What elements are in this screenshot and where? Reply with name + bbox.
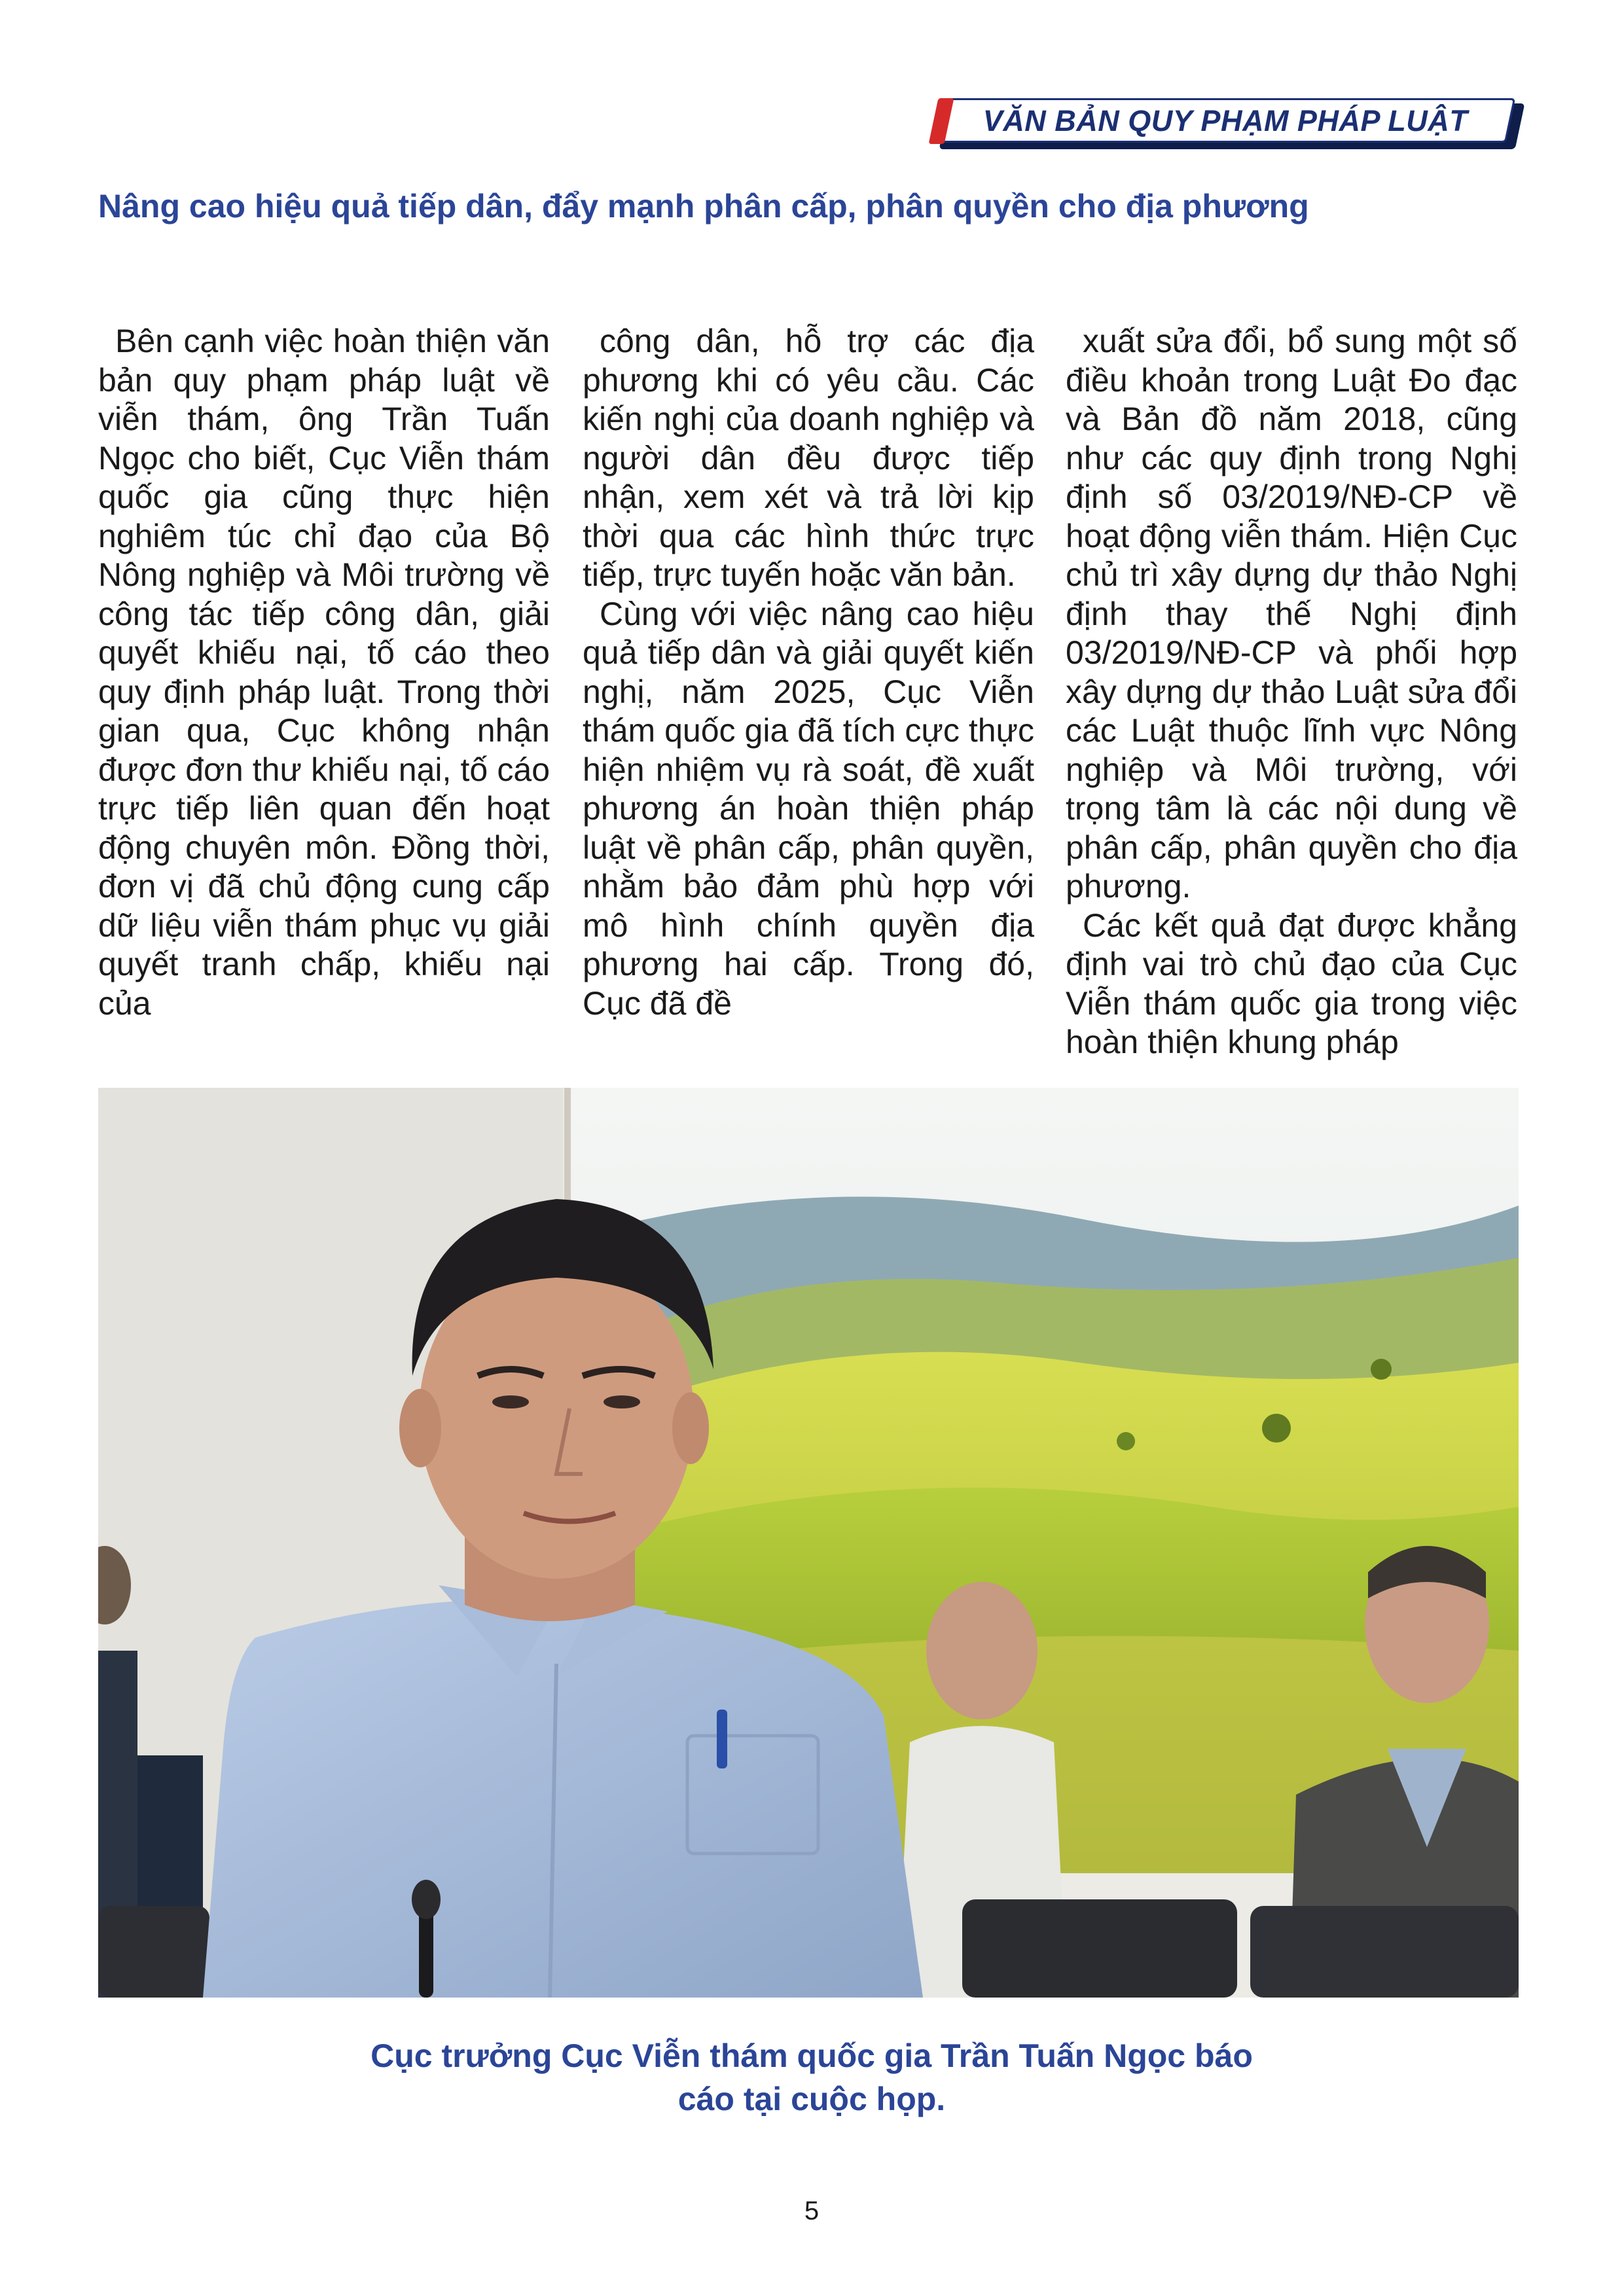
- page-number: 5: [804, 2197, 820, 2225]
- section-label: VĂN BẢN QUY PHẠM PHÁP LUẬT: [983, 104, 1468, 137]
- paragraph: công dân, hỗ trợ các địa phương khi có yêu cầu. Các kiến nghị của doanh nghiệp và người dân đều được tiếp nhận, xem xét và trả lời kịp thời qua các hình thức trực tiếp, trực tuyến hoặc văn bản.: [583, 323, 1034, 593]
- caption-line-1: Cục trưởng Cục Viễn thám quốc gia Trần Tuấn Ngọc báo: [370, 2037, 1253, 2074]
- paragraph: Các kết quả đạt được khẳng định vai trò chủ đạo của Cục Viễn thám quốc gia trong việc hoàn thiện khung pháp: [1066, 906, 1517, 1060]
- article-column-3: [1066, 322, 1517, 1062]
- caption-line-2: cáo tại cuộc họp.: [677, 2081, 946, 2117]
- paragraph: Cùng với việc nâng cao hiệu quả tiếp dân và giải quyết kiến nghị, năm 2025, Cục Viễn thám quốc gia đã tích cực thực hiện nhiệm vụ rà soát, đề xuất phương án hoàn thiện pháp luật về phân cấp, phân quyền, nhằm bảo đảm phù hợp với mô hình chính quyền địa phương hai cấp. Trong đó, Cục đã đề: [583, 595, 1034, 1022]
- meeting-photo: [98, 1088, 1519, 1998]
- article-column-1: [98, 322, 550, 1023]
- section-badge: [937, 98, 1520, 147]
- article-column-2: [583, 322, 1034, 1023]
- article-headline: Nâng cao hiệu quả tiếp dân, đẩy mạnh phân cấp, phân quyền cho địa phương: [98, 188, 1309, 224]
- paragraph: xuất sửa đổi, bổ sung một số điều khoản trong Luật Đo đạc và Bản đồ năm 2018, cũng như các quy định trong Nghị định số 03/2019/NĐ-CP về hoạt động viễn thám. Hiện Cục chủ trì xây dựng dự thảo Nghị định thay thế Nghị định 03/2019/NĐ-CP và phối hợp xây dựng dự thảo Luật sửa đổi các Luật thuộc lĩnh vực Nông nghiệp và Môi trường, với trọng tâm là các nội dung về phân cấp, phân quyền cho địa phương.: [1066, 323, 1517, 905]
- photo-caption: [229, 2034, 1394, 2121]
- paragraph: Bên cạnh việc hoàn thiện văn bản quy phạm pháp luật về viễn thám, ông Trần Tuấn Ngọc cho biết, Cục Viễn thám quốc gia cũng thực hiện nghiêm túc chỉ đạo của Bộ Nông nghiệp và Môi trường về công tác tiếp công dân, giải quyết khiếu nại, tố cáo theo quy định pháp luật. Trong thời gian qua, Cục không nhận được đơn thư khiếu nại, tố cáo trực tiếp liên quan đến hoạt động chuyên môn. Đồng thời, đơn vị đã chủ động cung cấp dữ liệu viễn thám phục vụ giải quyết tranh chấp, khiếu nại của: [98, 323, 550, 1022]
